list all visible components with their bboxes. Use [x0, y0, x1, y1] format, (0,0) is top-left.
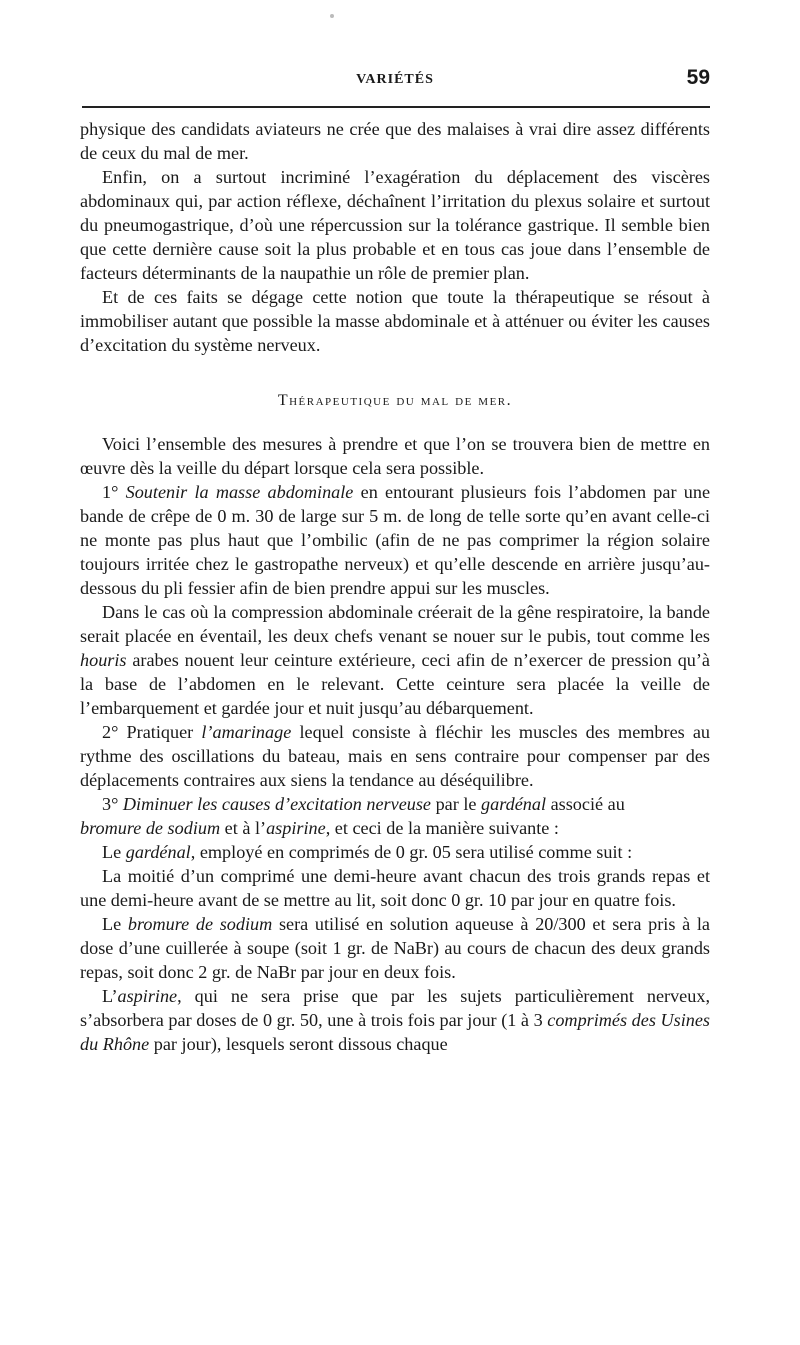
paragraph-4: Voici l’ensemble des mesures à prendre et que l’on se trouvera bien de mettre en œuvre dès la veille du départ lorsque cela sera possible.: [80, 434, 710, 478]
emphasis: comprimés des Usines du Rhône: [80, 1010, 710, 1054]
paragraph-9: [80, 840, 710, 864]
page-number: 59: [686, 66, 710, 89]
list-number: 2°: [102, 722, 119, 742]
paragraph-10: La moitié d’un comprimé une demi-heure avant chacun des trois grands repas et une demi-heure avant de se mettre au lit, soit donc 0 gr. 10 par jour en quatre fois.: [80, 866, 710, 910]
section-title: Thérapeutique du mal de mer.: [277, 392, 513, 409]
body-text: [80, 117, 710, 1056]
paragraph-text: en entourant plusieurs fois l’abdomen par une bande de crêpe de 0 m. 30 de large sur 5 m. de long de telle sorte qu’en avant celle-ci ne monte pas plus haut que l’ombilic (afin de ne pas comprimer la région solaire toujours irritée chez le gastropathe nerveux) et qu’elle descende en arrière jusqu’au-dessous du pli fessier afin de bien prendre appui sur les muscles.: [80, 482, 711, 598]
paragraph-11: [80, 912, 710, 984]
paragraph-8: [80, 792, 710, 840]
emphasis: gardénal: [125, 842, 191, 862]
paragraph-text: sera utilisé en solution aqueuse à 20/300 et sera pris à la dose d’une cuillerée à soupe (soit 1 gr. de NaBr) au cours de chacun des deux grands repas, soit donc 2 gr. de NaBr par jour en deux fois.: [80, 914, 711, 982]
paragraph-text: par jour), lesquels seront dissous chaque: [153, 1034, 448, 1054]
paragraph-text: , et ceci de la manière suivante :: [325, 818, 559, 838]
paragraph-2: Enfin, on a surtout incriminé l’exagération du déplacement des viscères abdominaux qui, par action réflexe, déchaînent l’irritation du plexus solaire et surtout du pneumogastrique, d’où une répercussion sur la tolérance gastrique. Il semble bien que cette dernière cause soit la plus probable et en tous cas joue dans l’ensemble de facteurs déterminants de la naupathie un rôle de premier plan.: [80, 167, 710, 283]
header-rule: [82, 106, 710, 108]
paragraph-12: [80, 984, 710, 1056]
emphasis: gardénal: [481, 794, 547, 814]
paragraph-text: , employé en comprimés de 0 gr. 05 sera utilisé comme suit :: [190, 842, 633, 862]
paragraph-5: [80, 480, 710, 600]
paragraph-3: Et de ces faits se dégage cette notion que toute la thérapeutique se résout à immobiliser autant que possible la masse abdominale et à atténuer ou éviter les causes d’excitation du système nerveux.: [80, 287, 710, 355]
running-title: VARIÉTÉS: [356, 72, 434, 87]
emphasis: aspirine: [117, 986, 178, 1006]
paragraph-text: L’: [102, 986, 118, 1006]
emphasis: houris: [80, 650, 127, 670]
emphasis: aspirine: [266, 818, 326, 838]
paragraph-text: Dans le cas où la compression abdominale créerait de la gêne respiratoire, la bande serait placée en éventail, les deux chefs venant se nouer sur le pubis, tout comme les: [80, 602, 710, 646]
paragraph-text: , qui ne sera prise que par les sujets particulièrement nerveux, s’absorbera par doses de 0 gr. 50, une à trois fois par jour (1 à 3: [80, 986, 710, 1030]
page-header: [80, 66, 710, 106]
paragraph-text: Pratiquer: [126, 722, 194, 742]
paragraph-text: Le: [102, 842, 122, 862]
paragraph-text: lequel consiste à fléchir les muscles des membres au rythme des oscillations du bateau, mais en sens contraire pour compenser par des déplacements contraires aux siens la tendance au déséquilibre.: [80, 722, 711, 790]
paragraph-text: et à l’: [224, 818, 267, 838]
paragraph-text: associé au: [550, 794, 625, 814]
list-number: 1°: [102, 482, 119, 502]
emphasis: Diminuer les causes d’excitation nerveuse: [122, 794, 432, 814]
print-speck: [330, 14, 334, 18]
paragraph-7: [80, 720, 710, 792]
list-number: 3°: [102, 794, 119, 814]
paragraph-1: physique des candidats aviateurs ne crée que des malaises à vrai dire assez différents de ceux du mal de mer.: [80, 119, 710, 163]
emphasis: Soutenir la masse abdominale: [125, 482, 354, 502]
paragraph-text: arabes nouent leur ceinture extérieure, ceci afin de n’exercer de pression qu’à la base de l’abdomen en le relevant. Cette ceinture sera placée la veille de l’embarquement et gardée jour et nuit jusqu’au débarquement.: [80, 650, 711, 718]
paragraph-6: [80, 600, 710, 720]
emphasis: l’amarinage: [201, 722, 292, 742]
emphasis: bromure de sodium: [80, 818, 221, 838]
paragraph-text: par le: [435, 794, 477, 814]
emphasis: bromure de sodium: [127, 914, 273, 934]
paragraph-text: Le: [102, 914, 122, 934]
